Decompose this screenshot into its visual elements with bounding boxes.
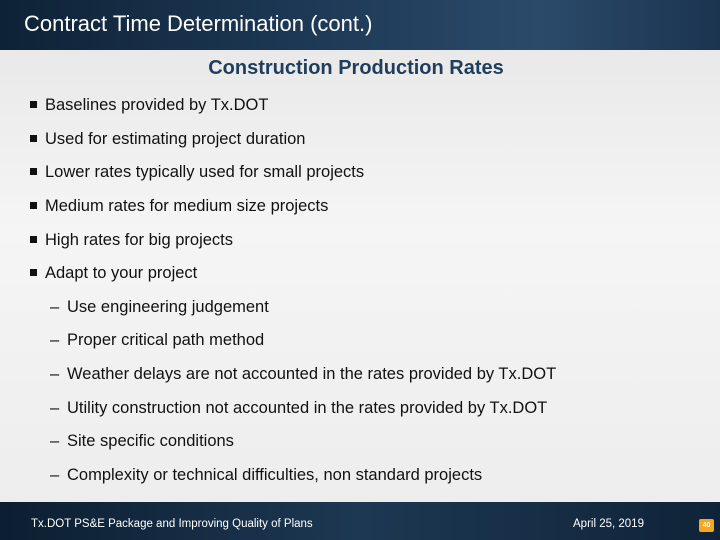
slide-title: Contract Time Determination (cont.) (24, 11, 373, 36)
title-bar (0, 0, 720, 50)
sub-bullet-text: Utility construction not accounted in the rates provided by Tx.DOT (67, 399, 548, 417)
square-bullet-icon (30, 135, 37, 142)
bullet-text: Baselines provided by Tx.DOT (45, 96, 269, 114)
square-bullet-icon (30, 168, 37, 175)
bullet-text: Adapt to your project (45, 264, 198, 282)
sub-bullet-text: Weather delays are not accounted in the rates provided by Tx.DOT (67, 365, 557, 383)
square-bullet-icon (30, 202, 37, 209)
footer-presentation-title: Tx.DOT PS&E Package and Improving Quality of Plans (31, 518, 313, 530)
footer-date: April 25, 2019 (573, 518, 644, 530)
square-bullet-icon (30, 236, 37, 243)
square-bullet-icon (30, 101, 37, 108)
page-number-badge: 40 (699, 519, 714, 532)
square-bullet-icon (30, 269, 37, 276)
bullet-text: Lower rates typically used for small projects (45, 163, 365, 181)
footer-bar (0, 502, 720, 540)
sub-bullet-text: Complexity or technical difficulties, non standard projects (67, 466, 483, 484)
bullet-text: High rates for big projects (45, 231, 234, 249)
dash-bullet-icon: – (50, 331, 60, 349)
dash-bullet-icon: – (50, 399, 60, 417)
sub-bullet-text: Site specific conditions (67, 432, 234, 450)
sub-bullet-text: Proper critical path method (67, 331, 265, 349)
slide-subtitle: Construction Production Rates (208, 57, 504, 79)
bullet-text: Used for estimating project duration (45, 130, 306, 148)
bullet-text: Medium rates for medium size projects (45, 197, 329, 215)
slide-content (0, 50, 720, 502)
dash-bullet-icon: – (50, 466, 60, 484)
sub-bullet-text: Use engineering judgement (67, 298, 269, 316)
dash-bullet-icon: – (50, 432, 60, 450)
dash-bullet-icon: – (50, 298, 60, 316)
dash-bullet-icon: – (50, 365, 60, 383)
